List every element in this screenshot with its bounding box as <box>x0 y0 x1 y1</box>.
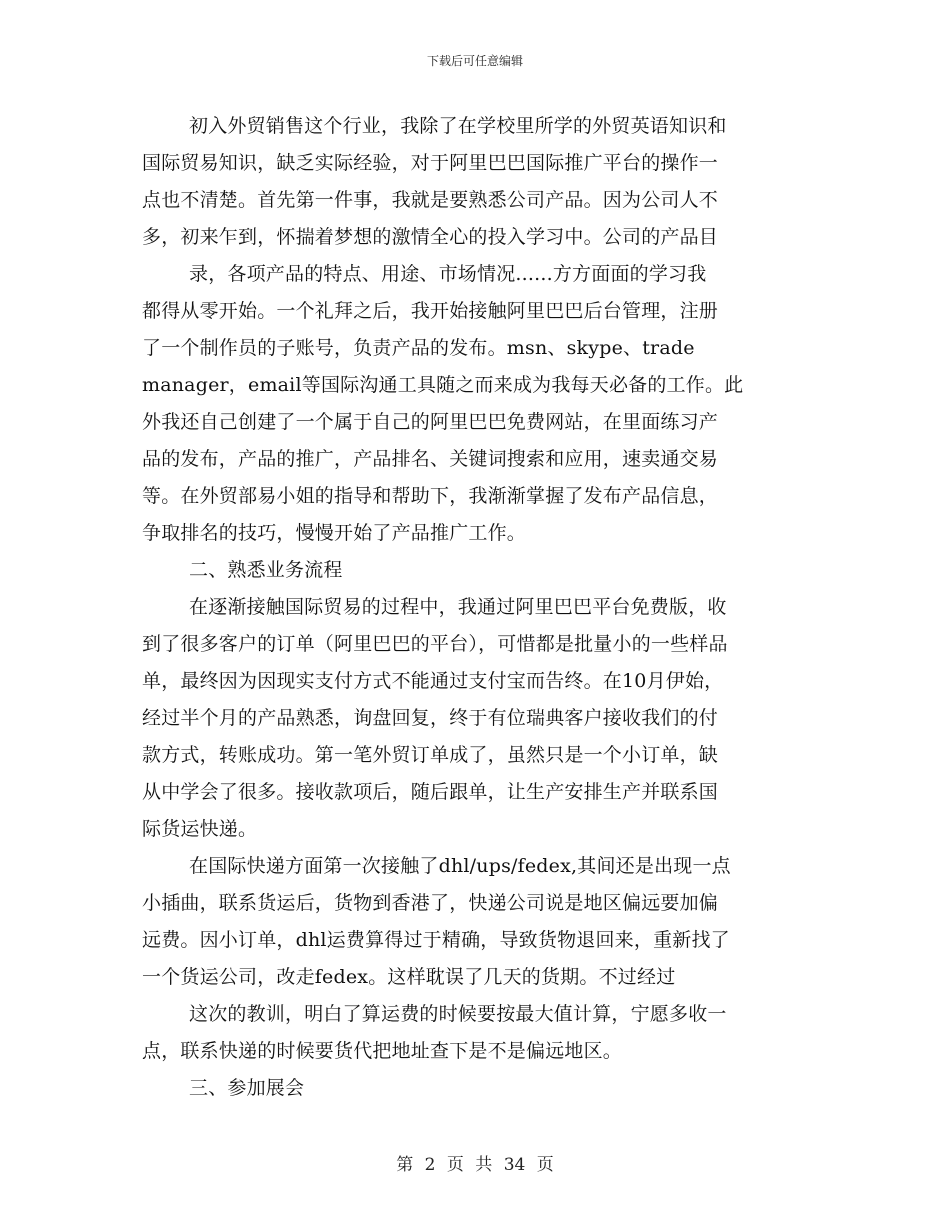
text-line: manager，email等国际沟通工具随之而来成为我每天必备的工作。此 <box>142 374 744 396</box>
text-line: 录，各项产品的特点、用途、市场情况......方方面面的学习我 <box>189 263 707 285</box>
text-line: 到了很多客户的订单（阿里巴巴的平台），可惜都是批量小的一些样品 <box>142 633 728 655</box>
text-line: 在国际快递方面第一次接触了dhl/ups/fedex,其间还是出现一点 <box>189 855 731 877</box>
text-line: 小插曲，联系货运后，货物到香港了，快递公司说是地区偏远要加偏 <box>142 892 719 914</box>
section-heading: 二、熟悉业务流程 <box>189 559 343 581</box>
document-body <box>142 108 814 1107</box>
text-line: 在逐渐接触国际贸易的过程中，我通过阿里巴巴平台免费版，收 <box>189 596 727 618</box>
text-line: 了一个制作员的子账号，负责产品的发布。msn、skype、trade <box>142 337 695 359</box>
text-line: 远费。因小订单，dhl运费算得过于精确，导致货物退回来，重新找了 <box>142 929 730 951</box>
text-line: 从中学会了很多。接收款项后，随后跟单，让生产安排生产并联系国 <box>142 781 719 803</box>
text-line: 国际贸易知识，缺乏实际经验，对于阿里巴巴国际推广平台的操作一 <box>142 152 719 174</box>
page-number: 第 2 页 共 34 页 <box>396 1155 554 1175</box>
text-line: 点，联系快递的时候要货代把地址查下是不是偏远地区。 <box>142 1040 623 1062</box>
text-line: 一个货运公司，改走fedex。这样耽误了几天的货期。不过经过 <box>142 966 676 988</box>
section-heading: 三、参加展会 <box>189 1077 305 1099</box>
text-line: 初入外贸销售这个行业，我除了在学校里所学的外贸英语知识和 <box>189 115 727 137</box>
text-line: 这次的教训，明白了算运费的时候要按最大值计算，宁愿多收一 <box>189 1003 727 1025</box>
text-line: 都得从零开始。一个礼拜之后，我开始接触阿里巴巴后台管理，注册 <box>142 300 719 322</box>
text-line: 款方式，转账成功。第一笔外贸订单成了，虽然只是一个小订单，缺 <box>142 744 719 766</box>
text-line: 多，初来乍到，怀揣着梦想的激情全心的投入学习中。公司的产品目 <box>142 226 719 248</box>
text-line: 等。在外贸部易小姐的指导和帮助下，我渐渐掌握了发布产品信息， <box>142 485 719 507</box>
text-line: 际货运快递。 <box>142 818 258 840</box>
text-line: 品的发布，产品的推广，产品排名、关键词搜索和应用，速卖通交易 <box>142 448 719 470</box>
text-line: 外我还自己创建了一个属于自己的阿里巴巴免费网站，在里面练习产 <box>142 411 719 433</box>
text-line: 经过半个月的产品熟悉，询盘回复，终于有位瑞典客户接收我们的付 <box>142 707 719 729</box>
text-line: 单，最终因为因现实支付方式不能通过支付宝而告终。在10月伊始， <box>142 670 724 692</box>
text-line: 点也不清楚。首先第一件事，我就是要熟悉公司产品。因为公司人不 <box>142 189 719 211</box>
page-header: 下载后可任意编辑 <box>426 54 523 68</box>
text-line: 争取排名的技巧，慢慢开始了产品推广工作。 <box>142 522 527 544</box>
